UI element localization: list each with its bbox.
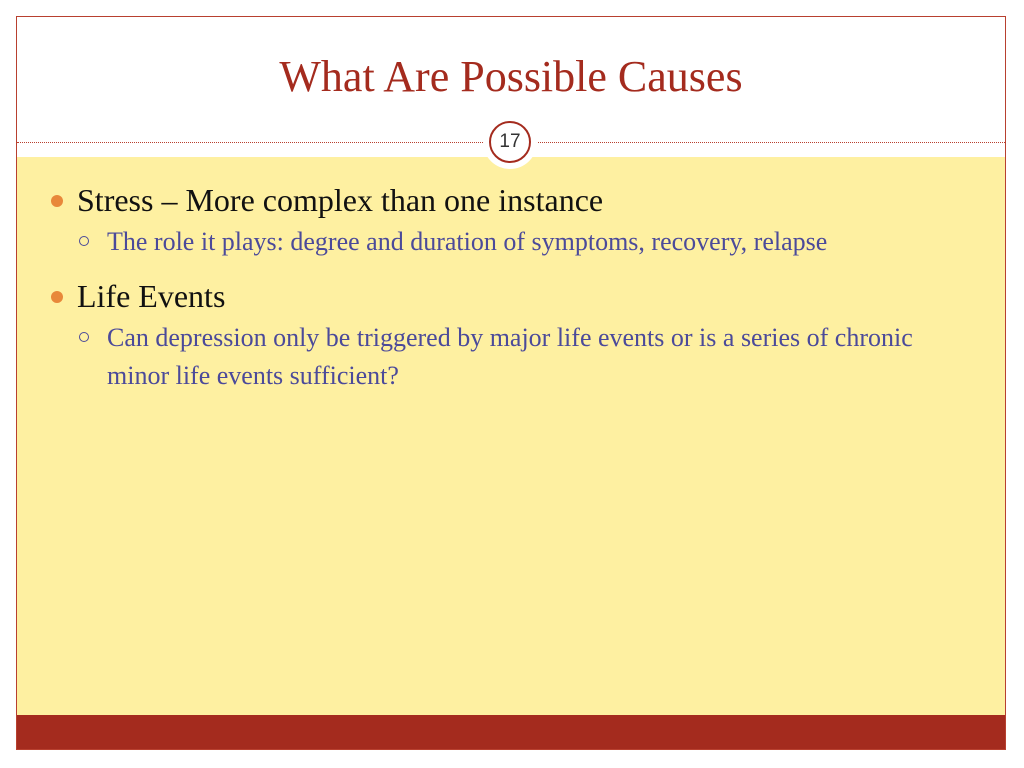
slide (16, 16, 1006, 750)
sub-bullet-item (49, 223, 979, 261)
bullet-text: Life Events (77, 278, 226, 314)
bullet-list (49, 181, 979, 411)
slide-number-badge (483, 115, 537, 169)
bullet-dot-icon (51, 291, 63, 303)
slide-number-ring (489, 121, 531, 163)
sub-bullet-item (49, 319, 979, 395)
footer-bar (17, 715, 1005, 750)
sub-bullet-text: The role it plays: degree and duration of symptoms, recovery, relapse (107, 227, 828, 256)
sub-bullet-ring-icon (79, 236, 89, 246)
sub-bullet-text: Can depression only be triggered by major life events or is a series of chronic minor life events sufficient? (107, 323, 913, 390)
bullet-text: Stress – More complex than one instance (77, 182, 604, 218)
slide-number: 17 (499, 131, 521, 152)
bullet-item (49, 181, 979, 219)
bullet-item (49, 277, 979, 315)
sub-bullet-ring-icon (79, 332, 89, 342)
slide-title: What Are Possible Causes (279, 52, 743, 101)
bullet-dot-icon (51, 195, 63, 207)
